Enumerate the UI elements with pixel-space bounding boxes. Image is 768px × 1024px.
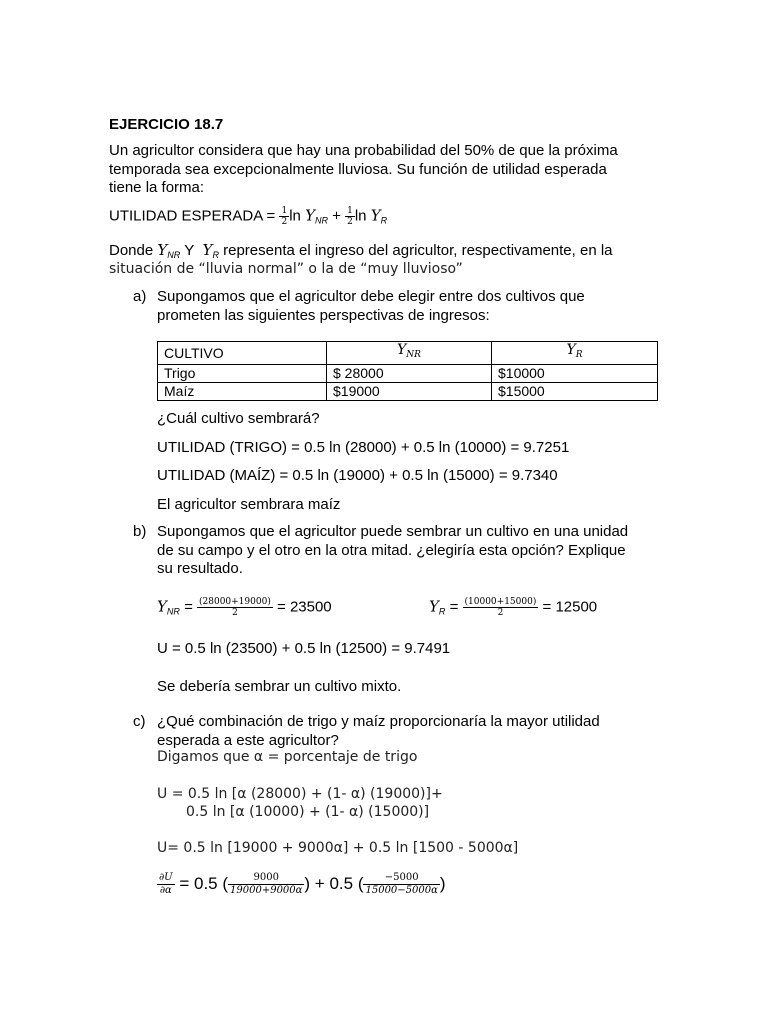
y-symbol: Y (157, 241, 168, 259)
conclusion-a: El agricultor sembrara maíz (157, 496, 341, 513)
frac-den: 2 (347, 217, 353, 227)
exercise-title: EJERCICIO 18.7 (109, 116, 224, 133)
cell-yr: $15000 (492, 383, 658, 401)
y-symbol: Y (566, 342, 576, 358)
utility-mixed: U = 0.5 ln (23500) + 0.5 ln (12500) = 9.7491 (157, 640, 451, 657)
item-marker-c: c) (133, 713, 146, 730)
ynr-mixed-formula (157, 597, 332, 618)
item-c-line: ¿Qué combinación de trigo y maíz proporcionaría la mayor utilidad (157, 713, 600, 730)
digamos-line: Digamos que α = porcentaje de trigo (157, 749, 418, 765)
cell-name: Trigo (158, 365, 327, 383)
cell-yr: $10000 (492, 365, 658, 383)
fraction-2 (363, 872, 439, 897)
intro-line: Un agricultor considera que hay una probabilidad del 50% de que la próxima (109, 142, 618, 159)
frac-num: 9000 (228, 872, 304, 885)
table-row (158, 383, 658, 401)
intro-paragraph (109, 142, 618, 198)
half-fraction (279, 206, 289, 227)
partial-derivative (157, 872, 175, 897)
table-header-row (158, 342, 658, 365)
y-symbol: Y (157, 597, 167, 616)
question-a: ¿Cuál cultivo sembrará? (157, 410, 320, 427)
item-c-line: esperada a este agricultor? (157, 731, 339, 749)
utility-label: UTILIDAD ESPERADA = (109, 207, 276, 225)
ln: ln (354, 207, 367, 225)
donde-line (109, 241, 613, 260)
equals: = (184, 598, 193, 616)
conclusion-b: Se debería sembrar un cultivo mixto. (157, 678, 402, 695)
frac-den: 15000−5000α (365, 885, 438, 896)
frac-num: 1 (347, 206, 353, 216)
u-expression-line1: U = 0.5 ln [α (28000) + (1- α) (19000)]+ (157, 786, 443, 802)
deriv-eq: = 0.5 ( (179, 873, 229, 893)
item-b-line: su resultado. (157, 560, 243, 577)
cell-name: Maíz (158, 383, 327, 401)
y-symbol: Y (202, 241, 213, 259)
item-a-text (157, 288, 585, 325)
cell-ynr: $19000 (327, 383, 492, 401)
y-conjunction: Y (184, 242, 195, 259)
item-b-line: de su campo y el otro en la otra mitad. ¿elegiría esta opción? Explique (157, 541, 626, 559)
frac-den: 2 (497, 608, 504, 618)
y-symbol: Y (397, 342, 407, 358)
ynr-fraction (197, 597, 273, 618)
donde-line2: situación de “lluvia normal” o la de “muy lluvioso” (109, 261, 463, 277)
nr-sub: NR (406, 350, 421, 360)
equals: = (449, 598, 459, 616)
r-sub: R (575, 350, 583, 360)
u-expression-simplified: U= 0.5 ln [19000 + 9000α] + 0.5 ln [1500 - 5000α] (157, 840, 519, 856)
frac-num: (10000+15000) (464, 597, 537, 607)
item-b-line: Supongamos que el agricultor puede sembrar un cultivo en una unidad (157, 523, 629, 540)
deriv-end: ) (439, 873, 446, 893)
utility-maiz: UTILIDAD (MAÍZ) = 0.5 ln (19000) + 0.5 ln (15000) = 9.7340 (157, 467, 558, 484)
yr-mixed-formula (429, 597, 597, 618)
yr-result: = 12500 (542, 598, 598, 616)
y-symbol: Y (429, 597, 439, 616)
frac-num: −5000 (363, 872, 439, 885)
item-b-text (157, 523, 628, 579)
crops-table (157, 341, 658, 401)
intro-line: tiene la forma: (109, 179, 205, 196)
derivative-equation (157, 872, 446, 897)
u-expression-line2: 0.5 ln [α (10000) + (1- α) (15000)] (186, 804, 430, 820)
ynr-result: = 23500 (277, 598, 332, 616)
donde-rest: representa el ingreso del agricultor, respectivamente, en la (223, 242, 613, 259)
item-a-line: Supongamos que el agricultor debe elegir entre dos cultivos que (157, 288, 585, 305)
header-ynr (327, 342, 492, 365)
y-symbol: Y (305, 206, 315, 225)
r-sub: R (380, 215, 388, 226)
nr-sub: NR (314, 215, 328, 226)
fraction-1 (228, 872, 304, 897)
deriv-mid: ) + 0.5 ( (304, 873, 364, 893)
cell-ynr: $ 28000 (327, 365, 492, 383)
nr-sub: NR (166, 606, 180, 617)
header-cultivo: CULTIVO (158, 342, 327, 365)
nr-sub: NR (167, 250, 181, 260)
frac-den: 2 (281, 217, 288, 227)
plus: + (332, 207, 341, 225)
item-marker-a: a) (133, 288, 147, 305)
item-c-text (157, 713, 600, 750)
frac-num: ∂U (159, 872, 173, 883)
r-sub: R (212, 250, 219, 260)
item-a-line: prometen las siguientes perspectivas de ingresos: (157, 306, 490, 324)
frac-den: ∂α (159, 885, 172, 896)
yr-fraction (463, 597, 539, 618)
frac-num: (28000+19000) (199, 597, 271, 607)
intro-line: temporada sea excepcionalmente lluviosa. Su función de utilidad esperada (109, 160, 607, 178)
r-sub: R (438, 606, 446, 617)
y-symbol: Y (370, 206, 381, 225)
item-marker-b: b) (133, 523, 147, 540)
frac-num: 1 (281, 206, 288, 216)
half-fraction (345, 206, 355, 227)
frac-den: 19000+9000α (230, 885, 303, 896)
donde-word: Donde (109, 242, 154, 259)
utility-trigo: UTILIDAD (TRIGO) = 0.5 ln (28000) + 0.5 ln (10000) = 9.7251 (157, 439, 570, 456)
ln: ln (289, 207, 301, 225)
table-row (158, 365, 658, 383)
frac-den: 2 (232, 608, 238, 618)
utility-formula (109, 206, 387, 227)
header-yr (492, 342, 658, 365)
